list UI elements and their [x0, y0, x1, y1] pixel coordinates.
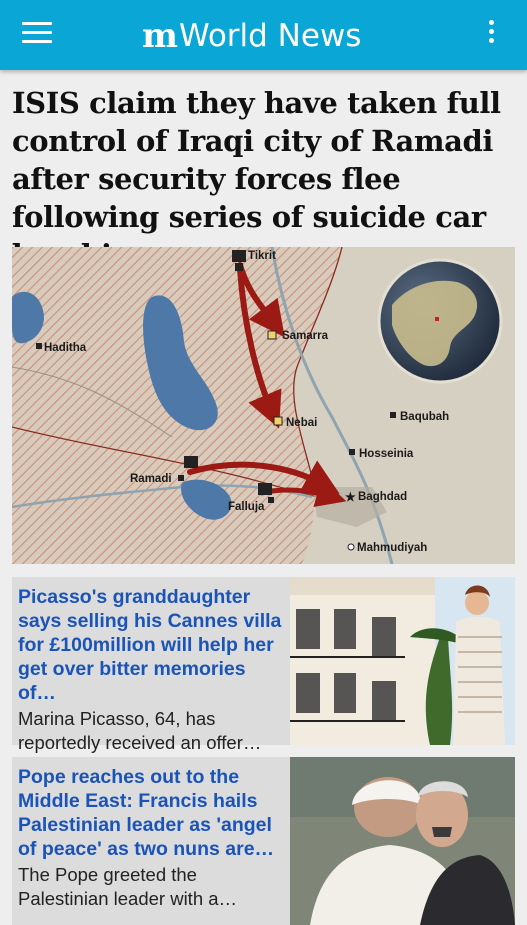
- article-headline[interactable]: ISIS claim they have taken full control of Iraqi city of Ramadi after security forces flee following series of suicide car: [12, 86, 501, 234]
- brand: [142, 16, 361, 56]
- map-label: Samarra: [282, 330, 329, 342]
- map-label: Ramadi: [130, 473, 172, 485]
- map-label: Falluja: [228, 501, 265, 513]
- story-summary: Marina Picasso, 64, has reportedly received an offer…: [18, 708, 262, 753]
- overflow-menu-icon[interactable]: [480, 20, 502, 52]
- app-title: World News: [178, 18, 362, 54]
- story-card[interactable]: [12, 577, 515, 753]
- story-summary: The Pope greeted the Palestinian leader with a…: [18, 864, 238, 909]
- story-title[interactable]: Pope reaches out to the Middle East: Francis hails Palestinian leader as 'angel of peace' as two nuns are…: [18, 766, 275, 860]
- mail-logo: m: [142, 16, 175, 56]
- map-label: Nebai: [286, 417, 318, 429]
- menu-icon[interactable]: [22, 22, 56, 48]
- map-label: Baghdad: [358, 491, 408, 503]
- map-label: Baqubah: [400, 411, 450, 423]
- app-bar: [0, 0, 527, 70]
- map-label: Hosseinia: [359, 448, 414, 460]
- map-label: Tikrit: [248, 250, 276, 262]
- story-thumbnail[interactable]: [290, 577, 515, 745]
- map-label: Haditha: [44, 342, 87, 354]
- map-label: Mahmudiyah: [357, 542, 428, 554]
- story-title[interactable]: Picasso's granddaughter says selling his Cannes villa for £100million will help her get over bitter memories of…: [18, 586, 282, 704]
- map-star: ★: [345, 490, 356, 504]
- article-map-image[interactable]: [12, 247, 515, 564]
